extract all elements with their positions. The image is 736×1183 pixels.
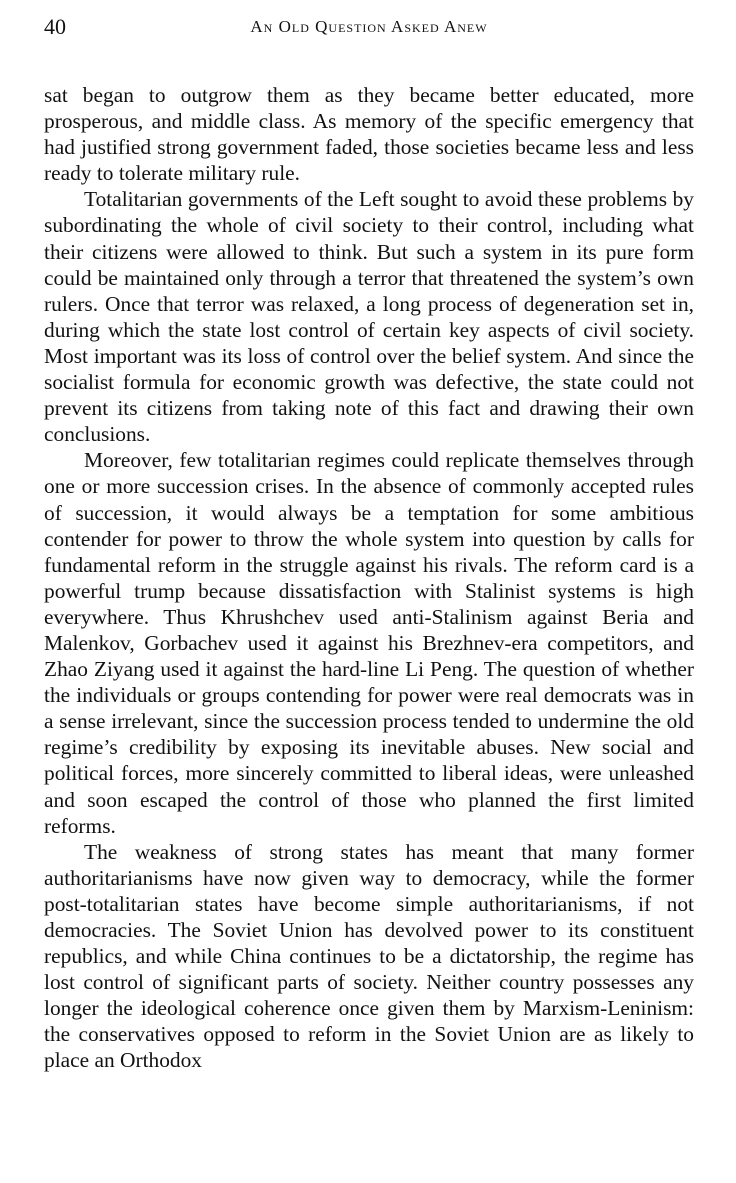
page-header bbox=[44, 14, 694, 44]
paragraph-totalitarian-governments: Totalitarian governments of the Left sought to avoid these problems by subordinating the whole of civil society to their control, including what their citizens were allowed to think. But such a system in its pure form could be maintained only through a terror that threatened the system’s own rulers. Once that terror was relaxed, a long process of degeneration set in, during which the state lost control of certain key aspects of civil society. Most important was its loss of control over the belief system. And since the socialist formula for economic growth was defective, the state could not prevent its citizens from taking note of this fact and drawing their own conclusions. bbox=[44, 187, 694, 447]
paragraph-succession-crises: Moreover, few totalitarian regimes could replicate themselves through one or more succession crises. In the absence of commonly accepted rules of succession, it would always be a temptation for some ambitious contender for power to throw the whole system into question by calls for fundamental reform in the struggle against his rivals. The reform card is a powerful trump because dissatisfaction with Stalinist systems is high everywhere. Thus Khrushchev used anti-Stalinism against Beria and Malenkov, Gorbachev used it against his Brezhnev-era competitors, and Zhao Ziyang used it against the hard-line Li Peng. The question of whether the individuals or groups contending for power were real democrats was in a sense irrelevant, since the succession process tended to undermine the old regime’s credibility by exposing its inevitable abuses. New social and political forces, more sincerely committed to liberal ideas, were unleashed and soon escaped the control of those who planned the first limited reforms. bbox=[44, 448, 694, 838]
body-text bbox=[44, 82, 694, 1074]
running-head: An Old Question Asked Anew bbox=[250, 17, 488, 36]
page-number: 40 bbox=[44, 14, 66, 39]
paragraph-weakness-of-strong-states: The weakness of strong states has meant that many former authoritarianisms have now given way to democracy, while the former post-totalitarian states have become simple authoritarianisms, if not democracies. The Soviet Union has devolved power to its constituent republics, and while China continues to be a dictatorship, the regime has lost control of significant parts of society. Neither country possesses any longer the ideological coherence once given them by Marxism-Leninism: the conservatives opposed to reform in the Soviet Union are as likely to place an Orthodox bbox=[44, 839, 694, 1073]
paragraph-continued: sat began to outgrow them as they became better educated, more prosperous, and middle class. As memory of the specific emergency that had justified strong government faded, those societies became less and less ready to tolerate military rule. bbox=[44, 83, 694, 186]
